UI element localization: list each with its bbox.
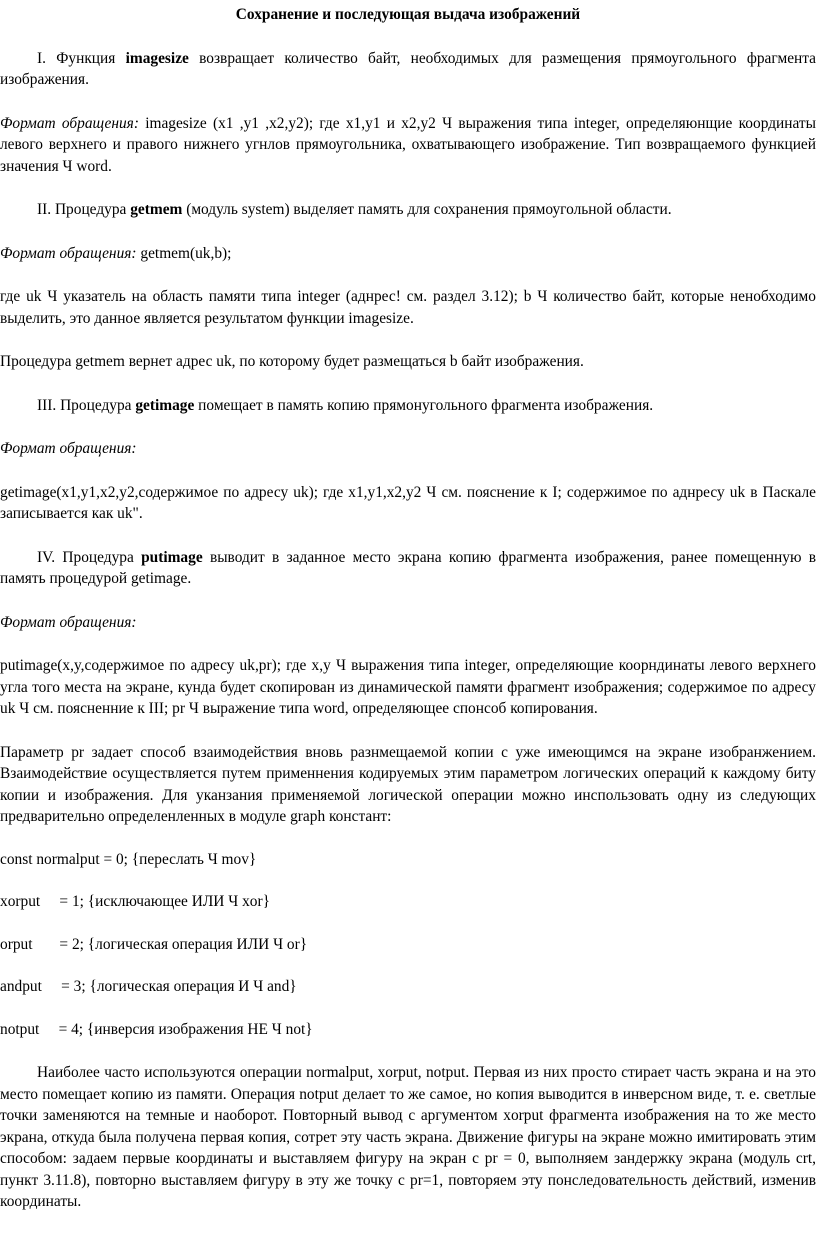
- section-2-format-text: getmem(uk,b);: [136, 244, 232, 262]
- constant-orput: orput = 2; {логическая операция ИЛИ Ч or}: [0, 935, 308, 953]
- section-2-paragraph: [0, 199, 816, 221]
- section-4-description: putimage(x,y,содержимое по адресу uk,pr); где x,y Ч выражения типа integer, определяющие коорндинаты левого верхнего угла того места на экране, кунда будет скопирован из динамической памяти фрагмент изображения; содержимое по адресу uk Ч см. поясненние к III; pr Ч выражение типа word, определяющее спонсоб копирования.: [0, 657, 816, 717]
- section-4-paragraph: [0, 547, 816, 590]
- format-label: Формат обращения:: [0, 114, 139, 132]
- section-3-paragraph: [0, 395, 816, 417]
- section-2-text: (модуль system) выделяет память для сохранения прямоугольной области.: [182, 201, 672, 218]
- constant-andput: andput = 3; {логическая операция И Ч and}: [0, 978, 297, 995]
- section-2-procedure-name: getmem: [130, 201, 183, 218]
- section-2-note: Процедура getmem вернет адрес uk, по которому будет размещаться b байт изображения.: [0, 353, 584, 370]
- constant-xorput: xorput = 1; {исключающее ИЛИ Ч xor}: [0, 893, 270, 910]
- section-3-description: getimage(x1,y1,x2,y2,содержимое по адресу uk); где x1,y1,x2,y2 Ч см. пояснение к I; содержимое по аднресу uk в Паскале записывается как uk".: [0, 483, 816, 522]
- section-4-format-label: Формат обращения:: [0, 613, 137, 631]
- section-1-format-paragraph: [0, 113, 816, 178]
- final-paragraph: Наиболее часто используются операции normalput, xorput, notput. Первая из них просто стирает часть экрана и на это место помещает копию из памяти. Операция notput делает то же самое, но копия выводится в инверсном виде, т. е. светлые точки заменяются на темные и наоборот. Повторный вывод с аргументом xorput фрагмента изображения на то же место экрана, откуда была получена первая копия, сотрет эту часть экрана. Движение фигуры на экране можно имитировать этим способом: задаем первые координаты и выставляем фигуру на экран с pr = 0, выполняем зандержку экрана (модуль crt, пункт 3.11.8), повторно выставляем фигуру в эту же точку с pr=1, повторяем эту понследовательность действий, изменив координаты.: [0, 1064, 816, 1210]
- section-4-prefix: IV. Процедура: [37, 548, 142, 566]
- section-4-text: выводит в заданное место экрана копию фрагмента изображения, ранее помещенную в память процедурой getimage.: [0, 548, 816, 587]
- constant-notput: notput = 4; {инверсия изображения НЕ Ч not}: [0, 1020, 313, 1038]
- section-2-description: где uk Ч указатель на область памяти типа integer (аднрес! см. раздел 3.12); b Ч количество байт, которые ненобходимо выделить, это данное является результатом функции imagesize.: [0, 288, 816, 327]
- section-1-prefix: I. Функция: [37, 49, 126, 67]
- section-1-function-name: imagesize: [125, 49, 189, 67]
- section-3-format-label: Формат обращения:: [0, 440, 137, 457]
- section-3-text: помещает в память копию прямонугольного фрагмента изображения.: [194, 396, 654, 414]
- section-2-format-paragraph: [0, 243, 816, 265]
- document-page: [0, 4, 816, 1213]
- constant-normalput: const normalput = 0; {переслать Ч mov}: [0, 850, 257, 868]
- section-2-prefix: II. Процедура: [37, 201, 131, 218]
- section-1-paragraph: [0, 48, 816, 91]
- parameter-description: Параметр pr задает способ взаимодействия вновь разнмещаемой копии с уже имеющимся на экране изобранжением. Взаимодействие осуществляется путем применнения кодируемых этим параметром логических операций к каждому биту копии и изображения. Для уканзания применяемой логической операции можно инспользовать одну из следующих предварительно определенленных в модуле graph констант:: [0, 743, 816, 825]
- format-label: Формат обращения:: [0, 244, 137, 262]
- section-3-procedure-name: getimage: [135, 396, 195, 414]
- section-1-format-text: imagesize (x1 ,y1 ,x2,y2); где x1,y1 и x2,y2 Ч выражения типа integer, определяюнщие координаты левого верхнего и правого нижнего угнлов прямоугольника, охватывающего изображение. Тип возвращаемого функцией значения Ч word.: [0, 114, 816, 175]
- section-1-text: возвращает количество байт, необходимых для размещения прямоугольного фрагмента изображения.: [0, 49, 816, 88]
- section-4-procedure-name: putimage: [141, 548, 203, 566]
- section-3-prefix: III. Процедура: [37, 396, 136, 414]
- page-title: Сохранение и последующая выдача изображений: [235, 6, 581, 23]
